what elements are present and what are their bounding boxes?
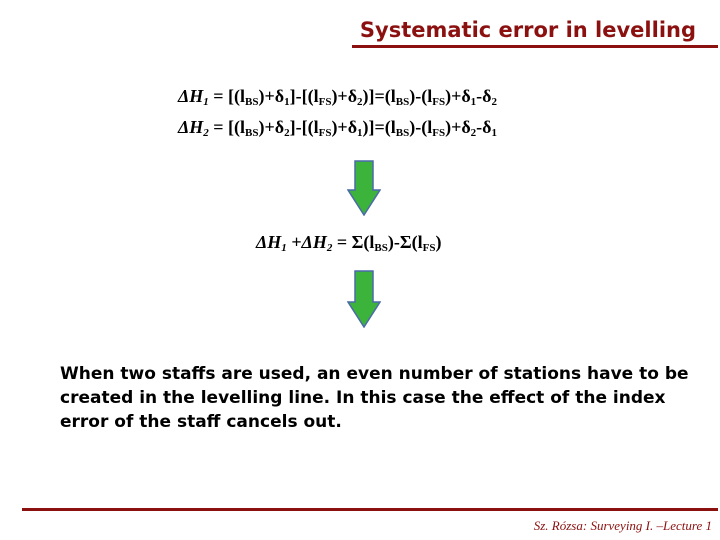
title-underline <box>352 45 718 48</box>
slide-title: Systematic error in levelling <box>359 18 696 42</box>
down-arrow-icon <box>347 270 381 328</box>
footer-credit: Sz. Rózsa: Surveying I. –Lecture 1 <box>533 518 712 533</box>
equation-delta-h2: $\Delta H_2 = [(l_{BS})+\delta_2]-[(l_{FS})+\delta_1)]=(l_{BS})-(l_{FS})+\delta_2-\delta_1$ <box>178 117 498 139</box>
footer-rule <box>22 508 718 511</box>
equation-sum: $\Delta H_1 +\Delta H_2 = \Sigma(l_{BS})-\Sigma(l_{FS})$ <box>256 232 442 254</box>
explanation-paragraph: When two staffs are used, an even number of stations have to be created in the levelling line. In this case the effect of the index error of the staff cancels out. <box>60 364 689 432</box>
down-arrow-icon <box>347 160 381 216</box>
equation-delta-h1: $\Delta H_1 = [(l_{BS})+\delta_1]-[(l_{FS})+\delta_2)]=(l_{BS})-(l_{FS})+\delta_1-\delta_2$ <box>178 86 498 108</box>
